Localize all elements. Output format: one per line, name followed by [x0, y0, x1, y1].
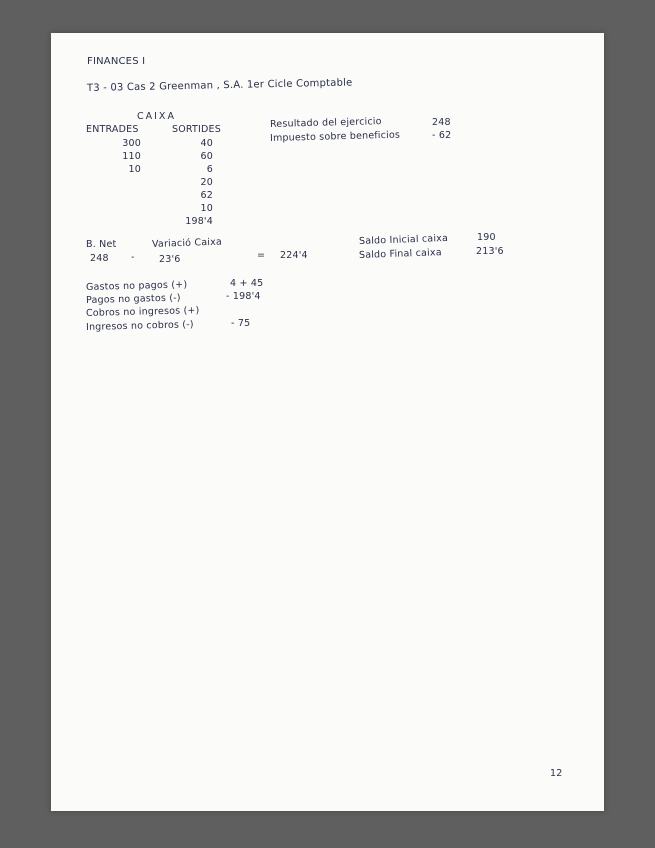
saldo-final-label: Saldo Final caixa [358, 247, 442, 261]
saldo-inicial-label: Saldo Inicial caixa [358, 232, 449, 247]
minus-sign: - [131, 252, 135, 263]
notebook-page [51, 33, 604, 811]
variacio-label: Variació Caixa [151, 236, 223, 250]
ajuste-label: Cobros no ingresos (+) [85, 305, 200, 319]
variacio-value: 23'6 [159, 254, 181, 265]
sortides-value: 10 [200, 203, 213, 214]
saldo-final-value: 213'6 [476, 246, 504, 257]
ajuste-label: Pagos no gastos (-) [85, 292, 181, 306]
ajuste-value: - 198'4 [226, 291, 261, 302]
impuesto-value: - 62 [432, 130, 452, 141]
entrades-value: 300 [122, 138, 141, 149]
calc-result: 224'4 [280, 250, 308, 261]
sortides-value: 6 [206, 164, 213, 175]
sortides-value: 62 [200, 190, 213, 201]
sortides-value: 20 [200, 177, 213, 188]
sortides-total: 198'4 [185, 216, 213, 227]
exercise-title: T3 - 03 Cas 2 Greenman , S.A. 1er Cicle Comptable [86, 77, 353, 94]
ajuste-label: Gastos no pagos (+) [85, 279, 188, 293]
course-title: FINANCES I [87, 56, 146, 67]
sortides-header: SORTIDES [172, 124, 221, 135]
saldo-inicial-value: 190 [477, 232, 496, 243]
ajuste-label: Ingresos no cobros (-) [85, 319, 194, 333]
ajuste-value: 4 + 45 [230, 278, 264, 289]
bnet-label: B. Net [86, 239, 117, 250]
resultado-label: Resultado del ejercicio [269, 116, 382, 130]
impuesto-label: Impuesto sobre beneficios [269, 129, 401, 144]
entrades-value: 110 [122, 151, 141, 162]
sortides-value: 40 [200, 138, 213, 149]
page-number: 12 [550, 768, 563, 779]
resultado-value: 248 [432, 117, 451, 128]
sortides-value: 60 [200, 151, 213, 162]
entrades-value: 10 [128, 164, 141, 175]
bnet-value: 248 [90, 253, 109, 264]
entrades-header: ENTRADES [86, 124, 139, 135]
caixa-label: CAIXA [137, 111, 176, 122]
ajuste-value: - 75 [231, 318, 251, 329]
equals-sign: = [257, 250, 266, 261]
